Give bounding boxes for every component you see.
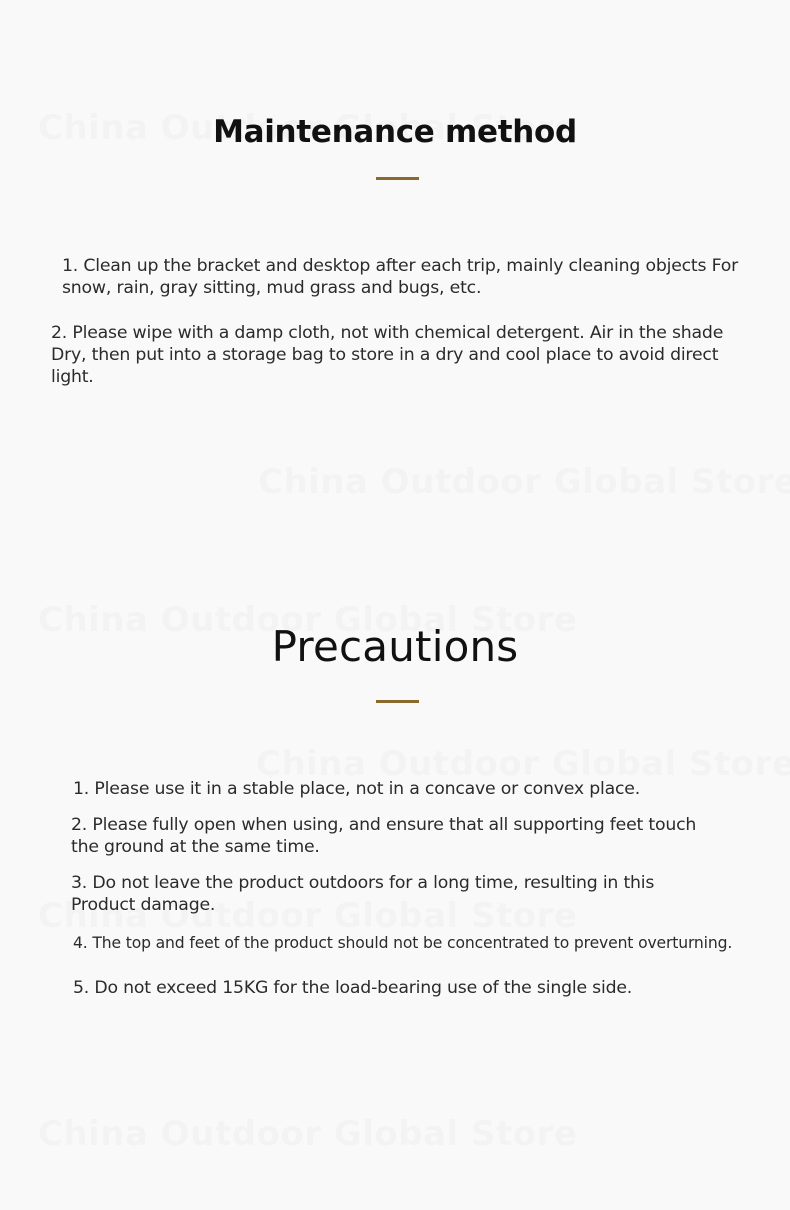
precaution-item-2: 2. Please fully open when using, and ensure that all supporting feet touch the ground at the same time. xyxy=(71,815,697,857)
precaution-item-4: 4. The top and feet of the product should not be concentrated to prevent overturning. xyxy=(73,934,733,952)
watermark xyxy=(258,462,790,502)
maintenance-divider xyxy=(376,177,419,180)
precaution-item-1: 1. Please use it in a stable place, not in a concave or convex place. xyxy=(73,779,641,799)
precaution-item-5: 5. Do not exceed 15KG for the load-bearing use of the single side. xyxy=(73,978,633,998)
watermark xyxy=(38,1114,577,1154)
precautions-divider xyxy=(376,700,419,703)
maintenance-item-1: 1. Clean up the bracket and desktop after each trip, mainly cleaning objects For snow, rain, gray sitting, mud grass and bugs, etc. xyxy=(62,256,739,298)
maintenance-title: Maintenance method xyxy=(213,114,577,150)
maintenance-item-2: 2. Please wipe with a damp cloth, not with chemical detergent. Air in the shade Dry, then put into a storage bag to store in a dry and cool place to avoid direct light. xyxy=(51,323,724,387)
precautions-title: Precautions xyxy=(271,622,519,671)
precaution-item-3: 3. Do not leave the product outdoors for a long time, resulting in this Product damage. xyxy=(71,873,655,915)
